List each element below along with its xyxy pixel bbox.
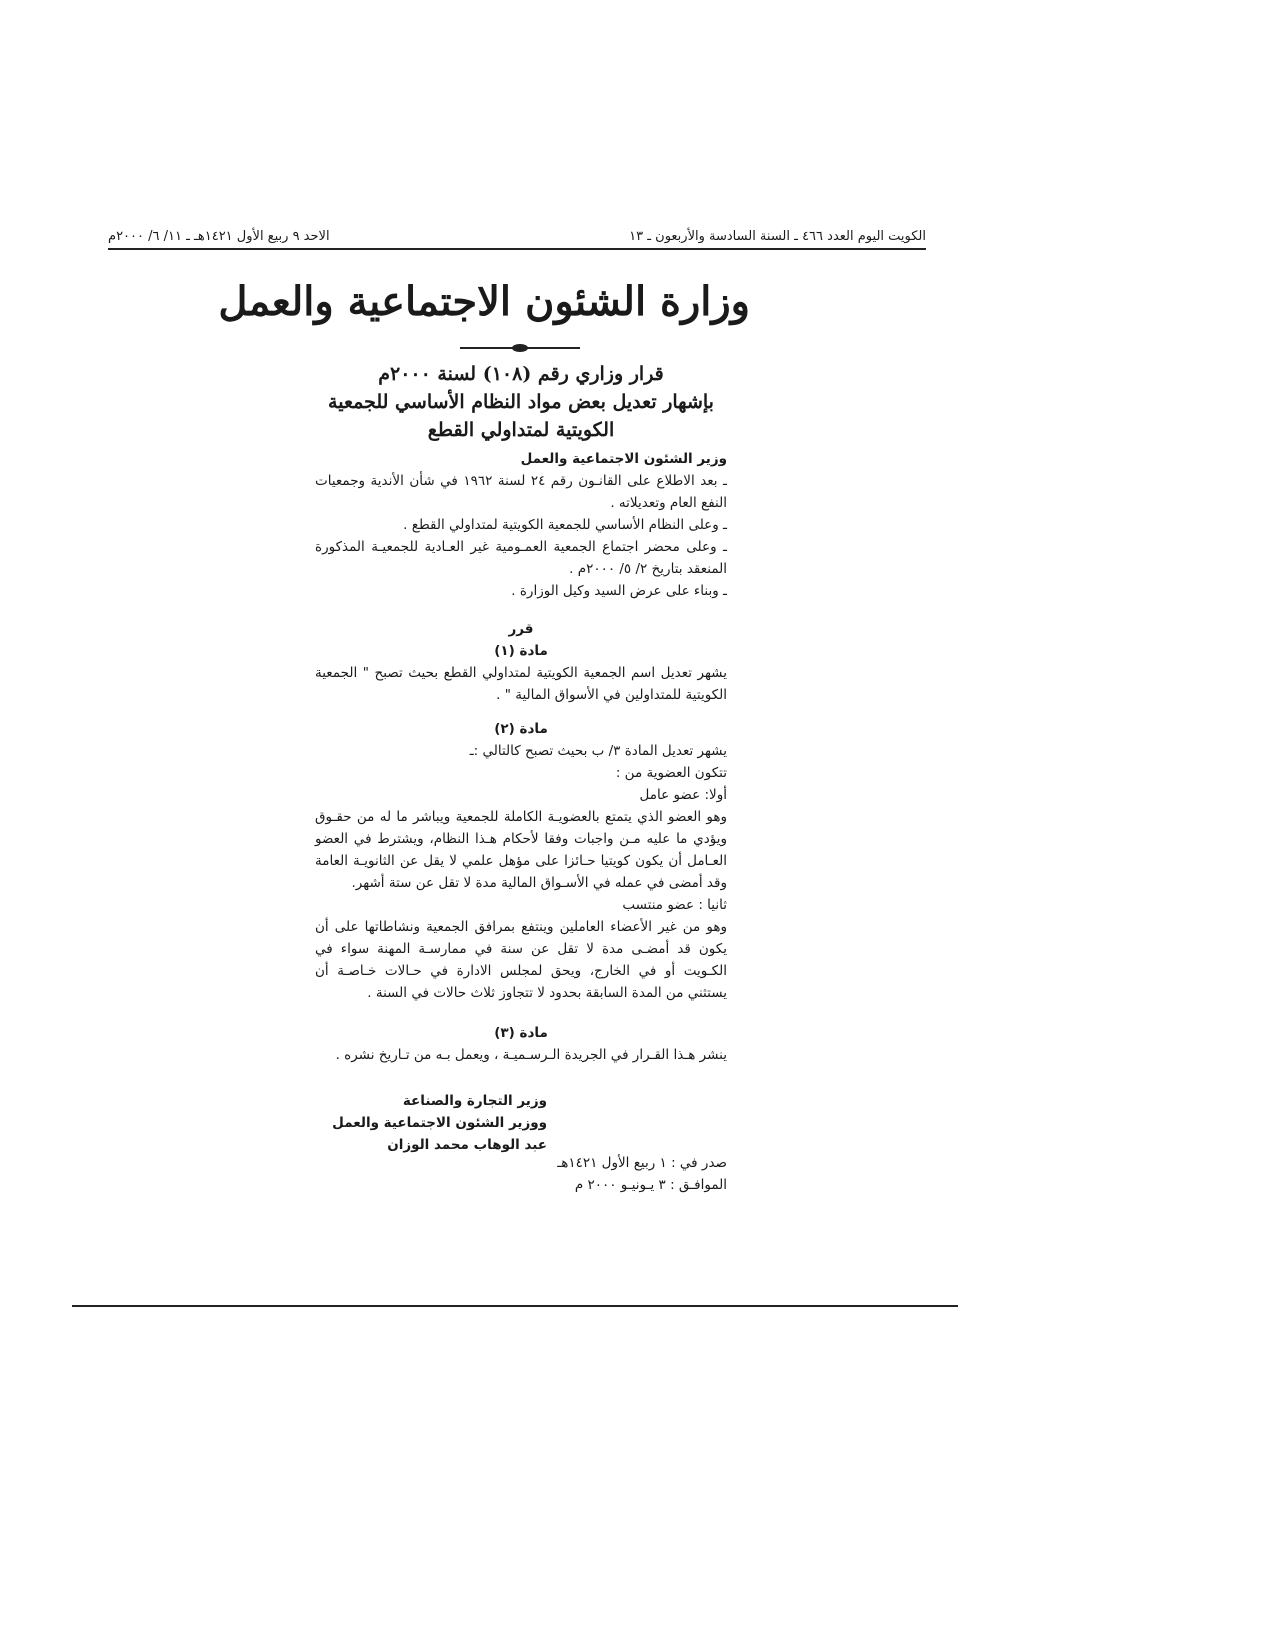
issue-date-hijri: صدر في : ١ ربيع الأول ١٤٢١هـ bbox=[557, 1155, 727, 1171]
signatory-name: عبد الوهاب محمد الوزان bbox=[387, 1137, 547, 1153]
article-heading: مادة (١) bbox=[494, 643, 548, 659]
signature-title: وزير التجارة والصناعة bbox=[402, 1093, 547, 1109]
running-header bbox=[108, 228, 926, 250]
issue-date-block bbox=[527, 1152, 727, 1196]
issue-date-gregorian: الموافـق : ٣ يـونيـو ٢٠٠٠ م bbox=[574, 1177, 727, 1193]
ministry-banner: وزارة الشئون الاجتماعية والعمل bbox=[218, 278, 750, 325]
preamble-item: ـ وبناء على عرض السيد وكيل الوزارة . bbox=[511, 583, 727, 599]
signature-block bbox=[332, 1090, 547, 1156]
preamble-item: ـ بعد الاطلاع على القانـون رقم ٢٤ لسنة ١٩٦٢ في شأن الأندية وجمعيات النفع العام وتعديلاته . bbox=[315, 473, 727, 511]
decree-title bbox=[315, 360, 727, 444]
ornament-divider bbox=[460, 346, 580, 350]
decree-title-line: الكويتية لمتداولي القطع bbox=[427, 419, 615, 441]
article-3 bbox=[315, 1022, 727, 1066]
ornament-dot bbox=[512, 344, 528, 352]
decree-title-line: بإشهار تعديل بعض مواد النظام الأساسي للجمعية bbox=[328, 391, 714, 413]
affiliate-member-text: وهو من غير الأعضاء العاملين وينتفع بمرافق الجمعية ونشاطاتها على أن يكون قد أمضـى مدة لا تقل عن سنة في ممارسـة المهنة سواء في الكـويت أو في الخارج، ويحق لمجلس الادارة في حـالات خـاصـة أن يستثني من المدة السابقة بحدود لا تتجاوز ثلاث حالات في السنة . bbox=[315, 919, 727, 1001]
working-member-label: أولا: عضو عامل bbox=[639, 787, 727, 803]
preamble-item: ـ وعلى محضر اجتماع الجمعية العمـومية غير العـادية للجمعيـة المذكورة المنعقد بتاريخ ٢/ ٥/ ٢٠٠٠م . bbox=[315, 539, 727, 577]
header-date: الاحد ٩ ربيع الأول ١٤٢١هـ ـ ١١/ ٦/ ٢٠٠٠م bbox=[108, 229, 330, 244]
decided-heading: قرر bbox=[508, 621, 534, 637]
article-heading: مادة (٣) bbox=[494, 1025, 548, 1041]
article-intro: يشهر تعديل المادة ٣/ ب بحيث تصبح كالتالي :ـ bbox=[469, 743, 727, 759]
signature-title: ووزير الشئون الاجتماعية والعمل bbox=[332, 1115, 547, 1131]
working-member-text: وهو العضو الذي يتمتع بالعضويـة الكاملة للجمعية ويباشر ما له من حقـوق ويؤدي ما عليه مـن واجبات وفقا لأحكام هـذا النظام، ويشترط في العضو العـامل أن يكون كويتيا حـائزا على مؤهل علمي لا يقل عن الثانويـة العامة وقد أمضى في عمله في الأسـواق المالية مدة لا تقل عن ستة أشهر. bbox=[315, 809, 727, 891]
footer-rule bbox=[72, 1305, 958, 1307]
article-text: ينشر هـذا القـرار في الجريدة الـرسـميـة ، ويعمل بـه من تـاريخ نشره . bbox=[335, 1047, 727, 1063]
decree-title-line: قرار وزاري رقم (١٠٨) لسنة ٢٠٠٠م bbox=[378, 363, 664, 385]
article-1 bbox=[315, 618, 727, 706]
preamble-item: ـ وعلى النظام الأساسي للجمعية الكويتية لمتداولي القطع . bbox=[403, 517, 727, 533]
header-issue-info: الكويت اليوم العدد ٤٦٦ ـ السنة السادسة والأربعون ـ ١٣ bbox=[629, 229, 926, 244]
article-2 bbox=[315, 718, 727, 1004]
preamble bbox=[315, 448, 727, 602]
article-heading: مادة (٢) bbox=[494, 721, 548, 737]
membership-intro: تتكون العضوية من : bbox=[615, 765, 727, 781]
decree-issuer: وزير الشئون الاجتماعية والعمل bbox=[520, 451, 727, 467]
article-text: يشهر تعديل اسم الجمعية الكويتية لمتداولي القطع بحيث تصبح " الجمعية الكويتية للمتداولين في الأسواق المالية " . bbox=[315, 665, 727, 703]
affiliate-member-label: ثانيا : عضو منتسب bbox=[622, 897, 727, 913]
